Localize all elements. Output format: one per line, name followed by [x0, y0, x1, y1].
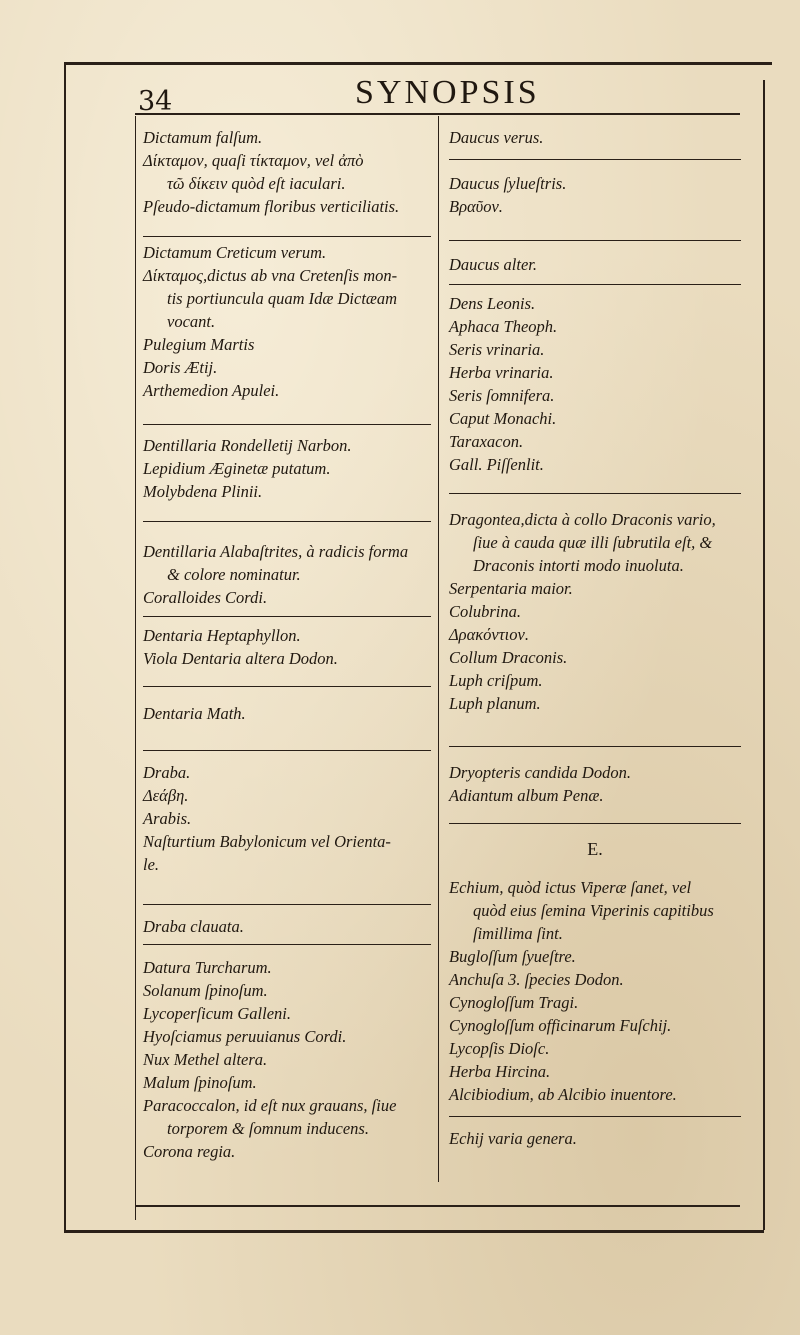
- header-rule: [135, 113, 740, 115]
- entry-line: Echium, quòd ictus Viperæ ſanet, vel: [449, 878, 692, 897]
- entry-line: Pſeudo-dictamum floribus verticiliatis.: [143, 197, 400, 216]
- entry-line: Dentillaria Alabaſtrites, à radicis forma: [143, 542, 409, 561]
- separator-rule: [143, 750, 431, 751]
- separator-rule: [143, 944, 431, 945]
- separator-rule: [449, 1116, 741, 1117]
- entry-line: Bugloſſum ſyueſtre.: [449, 947, 576, 966]
- entry-line: Corona regia.: [143, 1142, 236, 1161]
- entry-line: le.: [143, 855, 160, 874]
- entry-line: Seris ſomnifera.: [449, 386, 555, 405]
- entry-line: Anchuſa 3. ſpecies Dodon.: [449, 970, 624, 989]
- entry-line: Dictamum Creticum verum.: [143, 243, 327, 262]
- separator-rule: [449, 159, 741, 160]
- separator-rule: [143, 616, 431, 617]
- entry-block: [143, 241, 431, 402]
- entry-line: Gall. Piſſenlit.: [449, 455, 544, 474]
- entry-line: Solanum ſpinoſum.: [143, 981, 268, 1000]
- entry-line: Paracoccalon, id eſt nux grauans, ſiue: [143, 1096, 397, 1115]
- entry-line: Arabis.: [143, 809, 192, 828]
- entry-line: Cynogloſſum Tragi.: [449, 993, 579, 1012]
- frame-left-rule: [64, 62, 66, 1232]
- entry-line: Dentillaria Rondelletij Narbon.: [143, 436, 352, 455]
- entry-line: Βραῦον.: [449, 197, 503, 216]
- entry-line: Luph criſpum.: [449, 671, 543, 690]
- separator-rule: [143, 521, 431, 522]
- entry-block: [143, 956, 431, 1163]
- entry-line: Hyoſciamus peruuianus Cordi.: [143, 1027, 347, 1046]
- entry-line: Molybdena Plinii.: [143, 482, 263, 501]
- entry-line: tis portiuncula quam Idæ Dictæam: [167, 289, 398, 308]
- entry-line: Seris vrinaria.: [449, 340, 545, 359]
- entry-line: Draconis intorti modo inuoluta.: [473, 556, 684, 575]
- entry-block: [143, 702, 431, 725]
- entry-block: [143, 126, 431, 218]
- entry-line: Doris Ætij.: [143, 358, 218, 377]
- separator-rule: [449, 240, 741, 241]
- entry-line: Δίκταμος,dictus ab vna Cretenſis mon-: [143, 266, 398, 285]
- entry-line: Datura Turcharum.: [143, 958, 272, 977]
- entry-line: Collum Draconis.: [449, 648, 568, 667]
- entry-line: Herba Hircina.: [449, 1062, 551, 1081]
- entry-line: Daucus alter.: [449, 255, 537, 274]
- entry-line: Draba clauata.: [143, 917, 244, 936]
- entry-line: torporem & ſomnum inducens.: [167, 1119, 369, 1138]
- entry-line: Coralloides Cordi.: [143, 588, 268, 607]
- entry-line: Δίκταμον, quaſi τίκταμον, vel ἀπὸ: [143, 151, 364, 170]
- entry-line: Nux Methel altera.: [143, 1050, 268, 1069]
- entry-line: Taraxacon.: [449, 432, 524, 451]
- entry-line: Caput Monachi.: [449, 409, 557, 428]
- entry-line: Adiantum album Penæ.: [449, 786, 604, 805]
- entry-line: Dragontea,dicta à collo Draconis vario,: [449, 510, 716, 529]
- entry-line: Draba.: [143, 763, 191, 782]
- entry-block: [449, 126, 741, 149]
- entry-line: quòd eius ſemina Viperinis capitibus: [473, 901, 714, 920]
- entry-line: Echij varia genera.: [449, 1129, 577, 1148]
- entry-line: Dictamum falſum.: [143, 128, 263, 147]
- entry-line: ſimillima ſint.: [473, 924, 563, 943]
- entry-line: ſiue à cauda quæ illi ſubrutila eſt, &: [473, 533, 713, 552]
- entry-line: Lepidium Æginetæ putatum.: [143, 459, 331, 478]
- entry-line: Luph planum.: [449, 694, 541, 713]
- frame-right-rule: [763, 80, 765, 1230]
- entry-line: Lycoperſicum Galleni.: [143, 1004, 291, 1023]
- entry-line: Arthemedion Apulei.: [143, 381, 280, 400]
- footer-rule: [135, 1205, 740, 1207]
- entry-block: [449, 761, 741, 807]
- separator-rule: [143, 424, 431, 425]
- column-divider: [438, 116, 439, 1182]
- entry-block: [143, 624, 431, 670]
- entry-line: Δεάβη.: [143, 786, 189, 805]
- entry-line: Dentaria Math.: [143, 704, 246, 723]
- separator-rule: [449, 823, 741, 824]
- entry-block: [449, 838, 741, 861]
- entry-line: Serpentaria maior.: [449, 579, 573, 598]
- entry-line: & colore nominatur.: [167, 565, 301, 584]
- entry-line: Viola Dentaria altera Dodon.: [143, 649, 338, 668]
- entry-line: Daucus verus.: [449, 128, 544, 147]
- entry-line: Dentaria Heptaphyllon.: [143, 626, 301, 645]
- entry-block: [143, 540, 431, 609]
- entry-line: Alcibiodium, ab Alcibio inuentore.: [449, 1085, 677, 1104]
- entry-line: Malum ſpinoſum.: [143, 1073, 257, 1092]
- entry-line: Dens Leonis.: [449, 294, 536, 313]
- entry-line: Aphaca Theoph.: [449, 317, 558, 336]
- entry-block: [449, 508, 741, 715]
- frame-top-rule: [64, 62, 772, 65]
- separator-rule: [143, 686, 431, 687]
- entry-line: Daucus ſylueſtris.: [449, 174, 567, 193]
- entry-line: τῶ δίκειν quòd eſt iaculari.: [167, 174, 346, 193]
- entry-block: [449, 292, 741, 476]
- entry-line: Herba vrinaria.: [449, 363, 554, 382]
- page-number: 34: [138, 86, 173, 117]
- entry-line: Pulegium Martis: [143, 335, 255, 354]
- running-head: SYNOPSIS: [355, 74, 540, 111]
- separator-rule: [143, 904, 431, 905]
- entry-line: Naſturtium Babylonicum vel Orienta-: [143, 832, 391, 851]
- entry-block: [143, 761, 431, 876]
- separator-rule: [449, 284, 741, 285]
- section-letter: E.: [587, 839, 603, 859]
- entry-line: Cynogloſſum officinarum Fuſchij.: [449, 1016, 672, 1035]
- frame-bottom-rule: [64, 1230, 764, 1233]
- entry-block: [143, 915, 431, 938]
- entry-block: [449, 172, 741, 218]
- entry-line: Lycopſis Dioſc.: [449, 1039, 550, 1058]
- entry-block: [449, 253, 741, 276]
- separator-rule: [143, 236, 431, 237]
- left-margin-rule: [135, 116, 136, 1220]
- entry-block: [143, 434, 431, 503]
- entry-line: Colubrina.: [449, 602, 521, 621]
- entry-line: Dryopteris candida Dodon.: [449, 763, 631, 782]
- entry-block: [449, 876, 741, 1106]
- separator-rule: [449, 746, 741, 747]
- entry-line: vocant.: [167, 312, 216, 331]
- entry-line: Δρακόντιον.: [449, 625, 529, 644]
- separator-rule: [449, 493, 741, 494]
- entry-block: [449, 1127, 741, 1150]
